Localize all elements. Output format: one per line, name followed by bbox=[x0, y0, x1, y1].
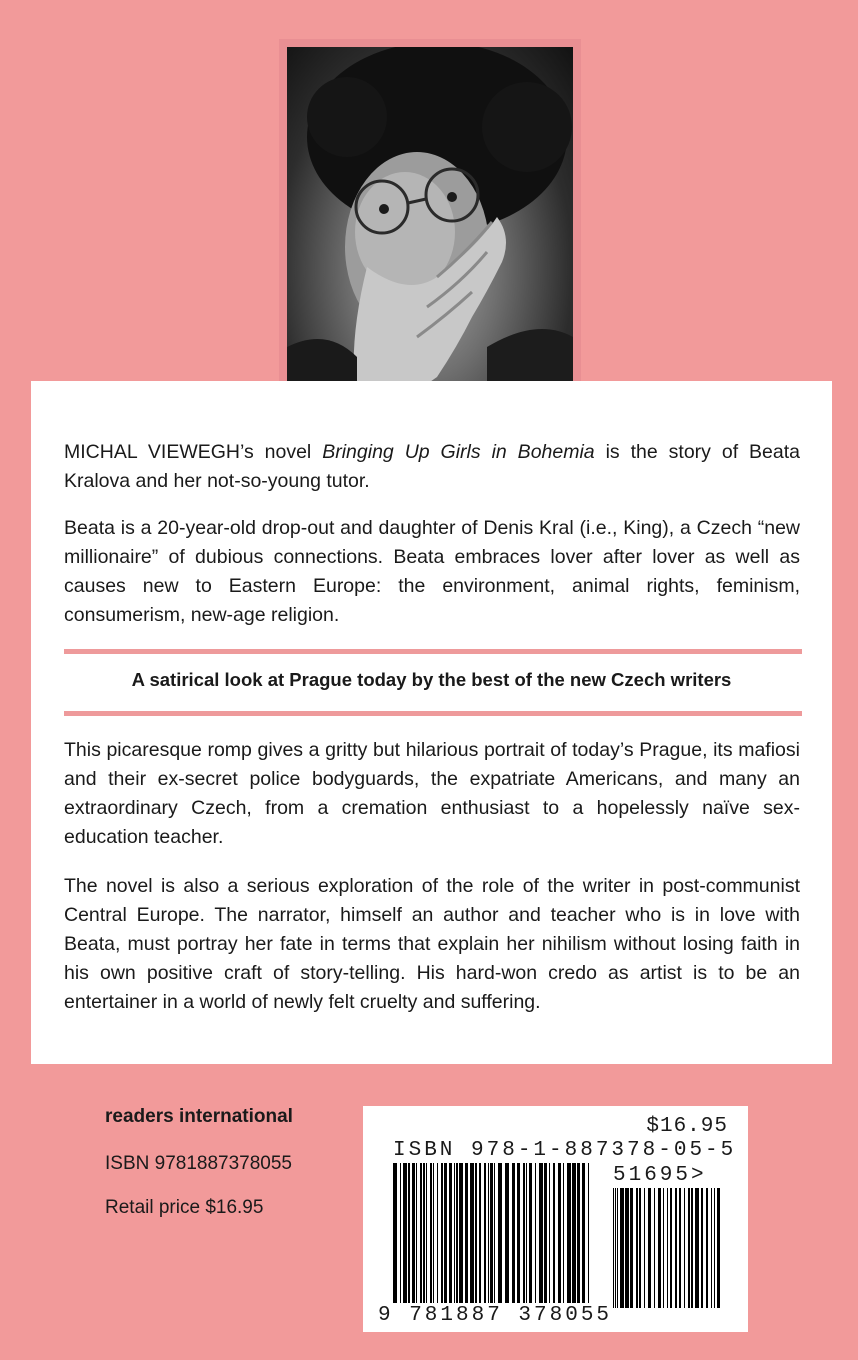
barcode-bar bbox=[484, 1163, 486, 1303]
barcode-bar bbox=[577, 1163, 580, 1303]
barcode-bar bbox=[701, 1188, 703, 1308]
blurb-paragraph-1-rest: is the story of Beata Kralova and her not-so-young tutor. bbox=[64, 441, 801, 492]
barcode-bar bbox=[691, 1188, 693, 1308]
barcode-bar bbox=[615, 1188, 616, 1308]
barcode-bar bbox=[706, 1188, 708, 1308]
barcode-bar bbox=[588, 1163, 589, 1303]
barcode-bar bbox=[433, 1163, 434, 1303]
barcode-bar bbox=[558, 1163, 561, 1303]
photo-frame bbox=[279, 39, 581, 413]
barcode-bar bbox=[505, 1163, 509, 1303]
barcode-bar bbox=[553, 1163, 555, 1303]
barcode-bar bbox=[459, 1163, 463, 1303]
barcode-bar bbox=[648, 1188, 651, 1308]
barcode-isbn-label: ISBN 978-1-887378-05-5 bbox=[393, 1139, 737, 1162]
barcode-price: $16.95 bbox=[646, 1115, 728, 1138]
barcode-bar bbox=[456, 1163, 458, 1303]
barcode-bars-main bbox=[393, 1163, 593, 1316]
barcode-bar bbox=[423, 1163, 425, 1303]
barcode-bar bbox=[430, 1163, 432, 1303]
barcode-bar bbox=[454, 1163, 455, 1303]
barcode-bar bbox=[717, 1188, 720, 1308]
barcode-bar bbox=[449, 1163, 452, 1303]
barcode-bar bbox=[535, 1163, 536, 1303]
barcode-box bbox=[363, 1106, 748, 1332]
barcode-bar bbox=[644, 1188, 645, 1308]
barcode-bar bbox=[400, 1163, 401, 1303]
barcode-bar bbox=[714, 1188, 715, 1308]
barcode-bar bbox=[523, 1163, 525, 1303]
barcode-bar bbox=[544, 1163, 547, 1303]
barcode-bar bbox=[563, 1163, 564, 1303]
barcode-bar bbox=[617, 1188, 618, 1308]
barcode-bar bbox=[679, 1188, 681, 1308]
barcode-bar bbox=[441, 1163, 443, 1303]
barcode-bar bbox=[470, 1163, 474, 1303]
barcode-bar bbox=[488, 1163, 489, 1303]
barcode-bar bbox=[688, 1188, 690, 1308]
barcode-bar bbox=[526, 1163, 527, 1303]
divider-bottom bbox=[64, 711, 802, 716]
barcode-bar bbox=[539, 1163, 543, 1303]
barcode-bar bbox=[444, 1163, 447, 1303]
barcode-bar bbox=[494, 1163, 495, 1303]
barcode-bar bbox=[620, 1188, 624, 1308]
author-portrait-image bbox=[287, 47, 573, 405]
author-name: MICHAL VIEWEGH bbox=[64, 441, 240, 463]
retail-price: Retail price $16.95 bbox=[105, 1197, 264, 1218]
barcode-bar bbox=[636, 1188, 638, 1308]
barcode-supplement-digits: 51695> bbox=[613, 1164, 707, 1187]
blurb-paragraph-2: Beata is a 20-year-old drop-out and daughter of Denis Kral (i.e., King), a Czech “new millionaire” of dubious connections. Beata embraces lover after lover as well as causes new to Eastern Europe: the environment, animal rights, feminism, consumerism, new-age religion. bbox=[64, 517, 800, 626]
barcode-bar bbox=[420, 1163, 422, 1303]
barcode-bar bbox=[567, 1163, 571, 1303]
barcode-bar bbox=[711, 1188, 712, 1308]
barcode-bar bbox=[412, 1163, 415, 1303]
barcode-bar bbox=[479, 1163, 481, 1303]
barcode-bar bbox=[625, 1188, 629, 1308]
book-title: Bringing Up Girls in Bohemia bbox=[322, 441, 595, 463]
barcode-bar bbox=[475, 1163, 477, 1303]
barcode-bar bbox=[658, 1188, 661, 1308]
barcode-bar bbox=[670, 1188, 672, 1308]
barcode-bar bbox=[393, 1163, 397, 1303]
barcode-bar bbox=[572, 1163, 576, 1303]
barcode-bar bbox=[639, 1188, 641, 1308]
barcode-bar bbox=[498, 1163, 502, 1303]
blurb-paragraph-1-connector: ’s novel bbox=[239, 441, 323, 463]
isbn-text: ISBN 9781887378055 bbox=[105, 1153, 292, 1174]
barcode-bar bbox=[426, 1163, 427, 1303]
barcode-bar bbox=[403, 1163, 407, 1303]
barcode-digits: 9 781887 378055 bbox=[378, 1304, 613, 1327]
barcode-bar bbox=[512, 1163, 515, 1303]
barcode-bar bbox=[675, 1188, 677, 1308]
barcode-bar bbox=[654, 1188, 655, 1308]
barcode-bar bbox=[582, 1163, 585, 1303]
barcode-bar bbox=[416, 1163, 417, 1303]
barcode-bar bbox=[517, 1163, 520, 1303]
barcode-bar bbox=[695, 1188, 699, 1308]
barcode-bar bbox=[408, 1163, 410, 1303]
barcode-bar bbox=[529, 1163, 532, 1303]
barcode-bar bbox=[667, 1188, 668, 1308]
blurb-paragraph-3: This picaresque romp gives a gritty but hilarious portrait of today’s Prague, its mafiosi and their ex-secret police bodyguards, the expatriate Americans, and many an extraordinary Czech, from a cremation enthusiast to a hopelessly naïve sex-education teacher. bbox=[64, 739, 800, 848]
blurb-paragraph-1 bbox=[64, 438, 800, 496]
barcode-bar bbox=[613, 1188, 614, 1308]
barcode-bar bbox=[630, 1188, 633, 1308]
barcode-bar bbox=[490, 1163, 493, 1303]
barcode-bar bbox=[549, 1163, 550, 1303]
divider-top bbox=[64, 649, 802, 654]
barcode-bars-supplement bbox=[613, 1188, 723, 1308]
barcode-bar bbox=[663, 1188, 664, 1308]
author-photo bbox=[287, 47, 573, 405]
barcode-bar bbox=[684, 1188, 685, 1308]
barcode-bar bbox=[437, 1163, 438, 1303]
blurb-paragraph-4: The novel is also a serious exploration of the role of the writer in post-communist Central Europe. The narrator, himself an author and teacher who is in love with Beata, must portray her fate in terms that explain her nihilism without losing faith in his own positive craft of story-telling. His hard-won credo as artist is to be an entertainer in a world of newly felt cruelty and suffering. bbox=[64, 875, 800, 1013]
tagline: A satirical look at Prague today by the best of the new Czech writers bbox=[131, 669, 732, 690]
barcode-bar bbox=[465, 1163, 468, 1303]
blurb-panel bbox=[31, 381, 832, 1064]
publisher-name: readers international bbox=[105, 1106, 293, 1127]
